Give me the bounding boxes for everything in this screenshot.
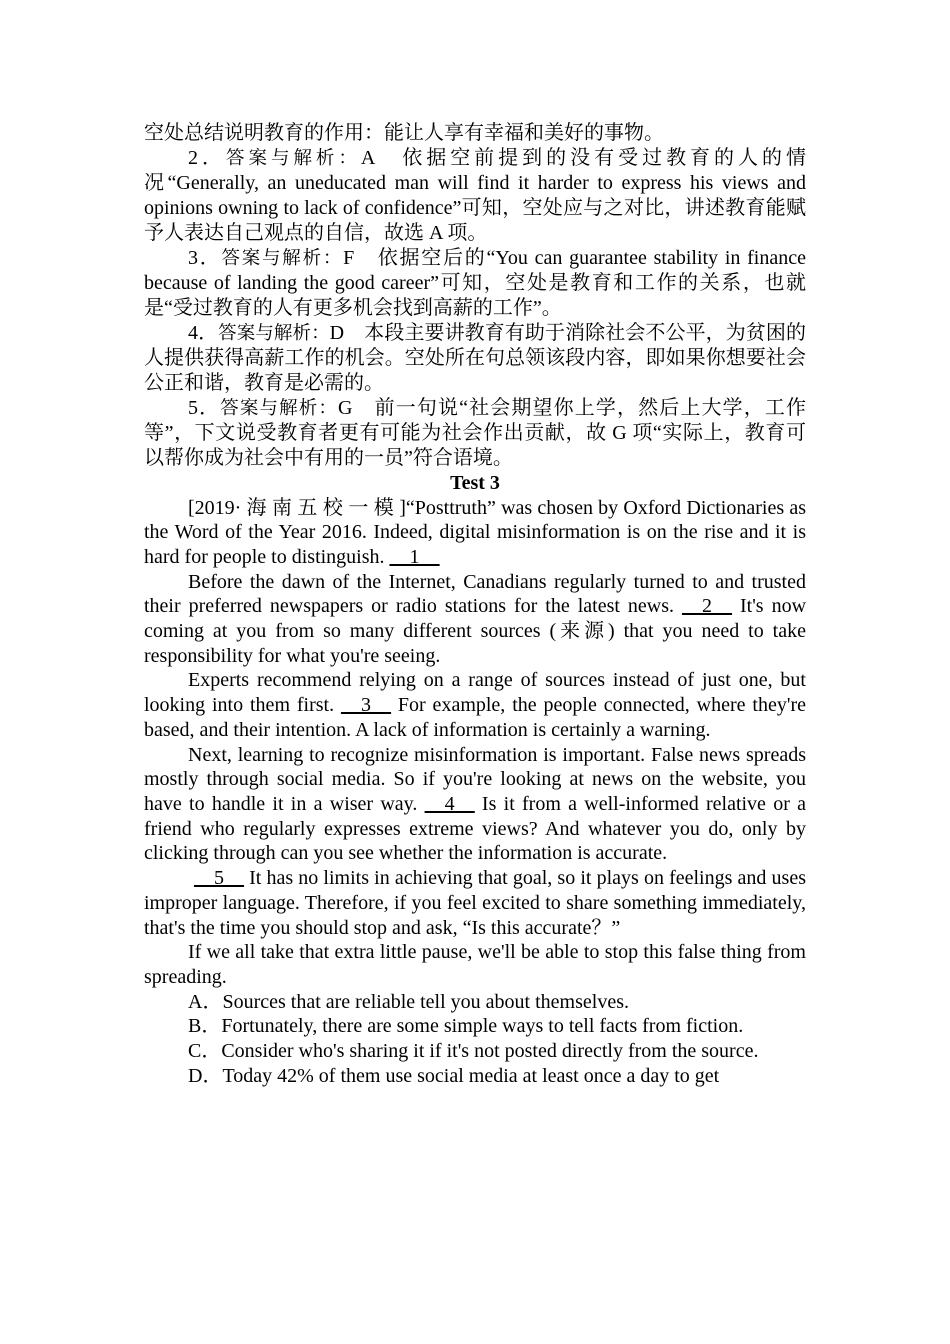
passage-paragraph-4: Next, learning to recognize misinformation is important. False news spreads mostly through social media. So if you're looking at news on the website, you have to handle it in a wiser way. __4__ Is it from a well-informed relative or a friend who regularly expresses extreme views? And whatever you do, only by clicking through can you see whether the information is accurate. <box>144 743 807 865</box>
section-title: Test 3 <box>450 471 500 494</box>
answer-4: 4．答案与解析：D 本段主要讲教育有助于消除社会不公平，为贫困的人提供获得高薪工作的机会。空处所在句总领该段内容，即如果你想要社会公正和谐，教育是必需的。 <box>144 321 806 395</box>
blank-4: __4__ <box>424 792 475 815</box>
option-a: A．Sources that are reliable tell you about themselves. <box>188 990 629 1013</box>
passage-paragraph-1: [2019· 海 南 五 校 一 模 ]“Posttruth” was chosen by Oxford Dictionaries as the Word of the Year 2016. Indeed, digital misinformation is on the rise and it is hard for people to distinguish. __1__ <box>144 496 806 568</box>
document-page <box>144 121 806 1088</box>
option-d: D．Today 42% of them use social media at least once a day to get <box>188 1064 720 1087</box>
answer-3: 3．答案与解析：F 依据空后的“You can guarantee stability in finance because of landing the good career”可知，空处是教育和工作的关系，也就是“受过教育的人有更多机会找到高薪的工作”。 <box>144 246 806 319</box>
blank-3: __3__ <box>341 694 391 717</box>
passage-paragraph-3: Experts recommend relying on a range of sources instead of just one, but looking into them first. __3__ For example, the people connected, where they're based, and their intention. A lack of information is certainly a warning. <box>144 669 806 741</box>
option-c: C．Consider who's sharing it if it's not posted directly from the source. <box>188 1040 759 1063</box>
passage-paragraph-5: __5__ It has no limits in achieving that goal, so it plays on feelings and uses improper language. Therefore, if you feel excited to share something immediately, that's the time you should stop and ask, “Is this accurate？” <box>144 867 806 939</box>
passage-paragraph-6: If we all take that extra little pause, we'll be able to stop this false thing from spreading. <box>144 941 806 988</box>
blank-2: __2__ <box>682 595 732 618</box>
blank-5: __5__ <box>194 867 244 890</box>
passage-paragraph-2: Before the dawn of the Internet, Canadians regularly turned to and trusted their preferred newspapers or radio stations for the latest news. __2__ It's now coming at you from so many different sources (来源) that you need to take responsibility for what you're seeing. <box>144 570 807 667</box>
answer-1-tail: 空处总结说明教育的作用：能让人享有幸福和美好的事物。 <box>144 122 664 144</box>
answer-2: 2．答案与解析：A 依据空前提到的没有受过教育的人的情况“Generally, an uneducated man will find it harder to express his views and opinions owning to lack of confidence”可知，空处应与之对比，讲述教育能赋予人表达自己观点的自信，故选 A 项。 <box>144 146 806 244</box>
option-b: B．Fortunately, there are some simple ways to tell facts from fiction. <box>188 1015 744 1038</box>
blank-1: __1__ <box>389 545 440 568</box>
answer-5: 5．答案与解析：G 前一句说“社会期望你上学，然后上大学，工作等”，下文说受教育者更有可能为社会作出贡献，故 G 项“实际上，教育可以帮你成为社会中有用的一员”符合语境。 <box>144 396 806 470</box>
